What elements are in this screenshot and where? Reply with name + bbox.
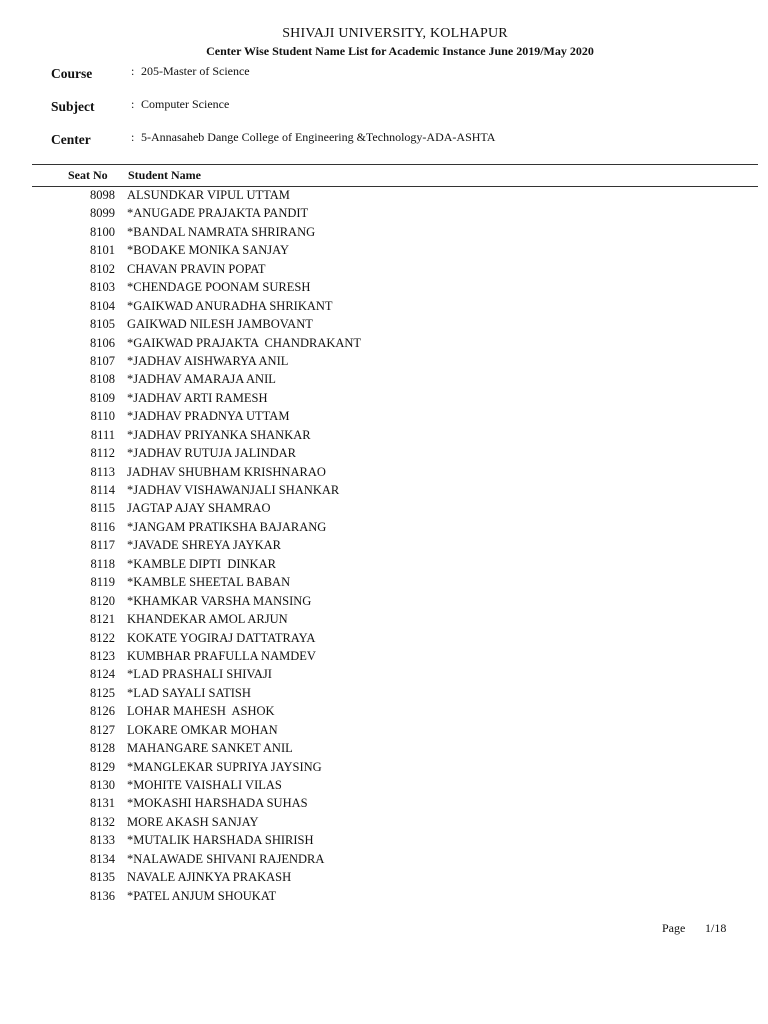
student-name: JADHAV SHUBHAM KRISHNARAO: [127, 464, 326, 479]
table-row: [0, 630, 768, 648]
table-row: [0, 279, 768, 297]
table-row: [0, 187, 768, 205]
seat-number: 8107: [90, 353, 115, 368]
table-row: [0, 519, 768, 537]
center-label: Center: [51, 132, 91, 147]
seat-number: 8136: [90, 888, 115, 903]
table-row: [0, 242, 768, 260]
student-name: LOKARE OMKAR MOHAN: [127, 722, 278, 737]
seat-number: 8125: [90, 685, 115, 700]
table-row: [0, 408, 768, 426]
student-name: NAVALE AJINKYA PRAKASH: [127, 870, 292, 885]
seat-number: 8099: [90, 206, 115, 221]
table-row: [0, 611, 768, 629]
student-name: *JADHAV PRADNYA UTTAM: [127, 409, 290, 424]
seat-number: 8118: [90, 556, 115, 571]
table-row: [0, 482, 768, 500]
table-row: [0, 832, 768, 850]
table-row: [0, 574, 768, 592]
table-row: [0, 224, 768, 242]
seat-number: 8128: [90, 741, 115, 756]
table-row: [0, 795, 768, 813]
table-row: [0, 851, 768, 869]
student-name: *MUTALIK HARSHADA SHIRISH: [127, 833, 314, 848]
seat-number: 8100: [90, 224, 115, 239]
seat-number: 8131: [90, 796, 115, 811]
seat-number: 8124: [90, 667, 115, 682]
table-row: [0, 353, 768, 371]
student-name: *PATEL ANJUM SHOUKAT: [127, 888, 277, 903]
seat-number: 8134: [90, 851, 115, 866]
seat-no-header: Seat No: [68, 168, 108, 182]
student-name: *MANGLEKAR SUPRIYA JAYSING: [127, 759, 322, 774]
page-label: Page: [662, 921, 686, 935]
seat-number: 8132: [90, 814, 115, 829]
table-row: [0, 666, 768, 684]
seat-number: 8104: [90, 298, 115, 313]
university-title: SHIVAJI UNIVERSITY, KOLHAPUR: [282, 26, 508, 41]
table-row: [0, 777, 768, 795]
student-name: KHANDEKAR AMOL ARJUN: [127, 612, 288, 627]
seat-number: 8116: [90, 519, 115, 534]
table-row: [0, 759, 768, 777]
seat-number: 8108: [90, 372, 115, 387]
table-row: [0, 537, 768, 555]
table-row: [0, 390, 768, 408]
seat-number: 8121: [90, 612, 115, 627]
table-row: [0, 335, 768, 353]
seat-number: 8129: [90, 759, 115, 774]
student-name: KUMBHAR PRAFULLA NAMDEV: [127, 648, 316, 663]
student-name: *JADHAV AISHWARYA ANIL: [127, 353, 289, 368]
student-name: JAGTAP AJAY SHAMRAO: [127, 501, 271, 516]
table-row: [0, 500, 768, 518]
seat-number: 8122: [90, 630, 115, 645]
table-row: [0, 445, 768, 463]
student-name: *NALAWADE SHIVANI RAJENDRA: [127, 851, 325, 866]
student-name-header: Student Name: [128, 168, 202, 182]
subject-colon: :: [131, 97, 135, 111]
student-name: *GAIKWAD ANURADHA SHRIKANT: [127, 298, 333, 313]
seat-number: 8133: [90, 833, 115, 848]
table-row: [0, 371, 768, 389]
seat-number: 8105: [90, 317, 115, 332]
seat-number: 8112: [90, 446, 115, 461]
student-name: *JADHAV PRIYANKA SHANKAR: [127, 427, 311, 442]
subject-label: Subject: [51, 99, 95, 114]
center-value: 5-Annasaheb Dange College of Engineering &Technology-ADA-ASHTA: [141, 130, 496, 144]
seat-number: 8102: [90, 261, 115, 276]
student-name: *JANGAM PRATIKSHA BAJARANG: [127, 519, 327, 534]
page-number: 1/18: [705, 921, 727, 935]
seat-number: 8115: [90, 501, 115, 516]
student-list: [0, 187, 768, 906]
seat-number: 8109: [90, 390, 115, 405]
student-name: *GAIKWAD PRAJAKTA CHANDRAKANT: [127, 335, 362, 350]
course-colon: :: [131, 64, 135, 78]
student-name: GAIKWAD NILESH JAMBOVANT: [127, 317, 313, 332]
table-row: [0, 685, 768, 703]
table-row: [0, 648, 768, 666]
student-name: *JAVADE SHREYA JAYKAR: [127, 538, 281, 553]
seat-number: 8126: [90, 704, 115, 719]
student-name: *MOHITE VAISHALI VILAS: [127, 778, 282, 792]
student-name: *KAMBLE DIPTI DINKAR: [127, 556, 276, 571]
student-name: *BODAKE MONIKA SANJAY: [127, 243, 290, 258]
table-row: [0, 869, 768, 887]
table-row: [0, 205, 768, 223]
seat-number: 8110: [90, 409, 115, 424]
table-row: [0, 427, 768, 445]
seat-number: 8101: [90, 243, 115, 258]
student-name: KOKATE YOGIRAJ DATTATRAYA: [127, 630, 316, 645]
student-name: ALSUNDKAR VIPUL UTTAM: [127, 188, 290, 202]
student-name: MAHANGARE SANKET ANIL: [127, 741, 293, 756]
subject-value: Computer Science: [141, 97, 230, 111]
seat-number: 8098: [90, 188, 115, 202]
table-row: [0, 888, 768, 906]
seat-number: 8103: [90, 280, 115, 295]
course-value: 205-Master of Science: [141, 64, 250, 78]
table-row: [0, 593, 768, 611]
student-name: MORE AKASH SANJAY: [127, 814, 259, 829]
seat-number: 8119: [90, 575, 115, 590]
student-name: *JADHAV VISHAWANJALI SHANKAR: [127, 483, 340, 497]
center-colon: :: [131, 130, 135, 144]
student-name: *LAD PRASHALI SHIVAJI: [127, 667, 272, 682]
table-row: [0, 556, 768, 574]
table-row: [0, 298, 768, 316]
student-name: *MOKASHI HARSHADA SUHAS: [127, 796, 308, 811]
seat-number: 8113: [90, 464, 115, 479]
student-name: *JADHAV RUTUJA JALINDAR: [127, 446, 297, 461]
table-row: [0, 316, 768, 334]
seat-number: 8106: [90, 335, 115, 350]
student-name: LOHAR MAHESH ASHOK: [127, 704, 275, 719]
table-row: [0, 722, 768, 740]
table-row: [0, 464, 768, 482]
document-subtitle: Center Wise Student Name List for Academic Instance June 2019/May 2020: [206, 44, 594, 58]
seat-number: 8111: [90, 427, 115, 442]
seat-number: 8135: [90, 870, 115, 885]
table-row: [0, 703, 768, 721]
student-name: *CHENDAGE POONAM SURESH: [127, 280, 311, 295]
student-name: *ANUGADE PRAJAKTA PANDIT: [127, 206, 309, 221]
seat-number: 8114: [90, 483, 115, 497]
seat-number: 8127: [90, 722, 115, 737]
table-top-rule: [32, 164, 758, 165]
student-name: *JADHAV AMARAJA ANIL: [127, 372, 276, 387]
seat-number: 8120: [90, 593, 115, 608]
seat-number: 8130: [90, 778, 115, 792]
student-name: *LAD SAYALI SATISH: [127, 685, 251, 700]
table-row: [0, 740, 768, 758]
table-row: [0, 261, 768, 279]
student-name: *KHAMKAR VARSHA MANSING: [127, 593, 312, 608]
student-name: *JADHAV ARTI RAMESH: [127, 390, 268, 405]
table-row: [0, 814, 768, 832]
student-name: CHAVAN PRAVIN POPAT: [127, 261, 266, 276]
student-name: *BANDAL NAMRATA SHRIRANG: [127, 224, 316, 239]
seat-number: 8123: [90, 648, 115, 663]
course-label: Course: [51, 66, 93, 81]
student-name: *KAMBLE SHEETAL BABAN: [127, 575, 291, 590]
seat-number: 8117: [90, 538, 115, 553]
